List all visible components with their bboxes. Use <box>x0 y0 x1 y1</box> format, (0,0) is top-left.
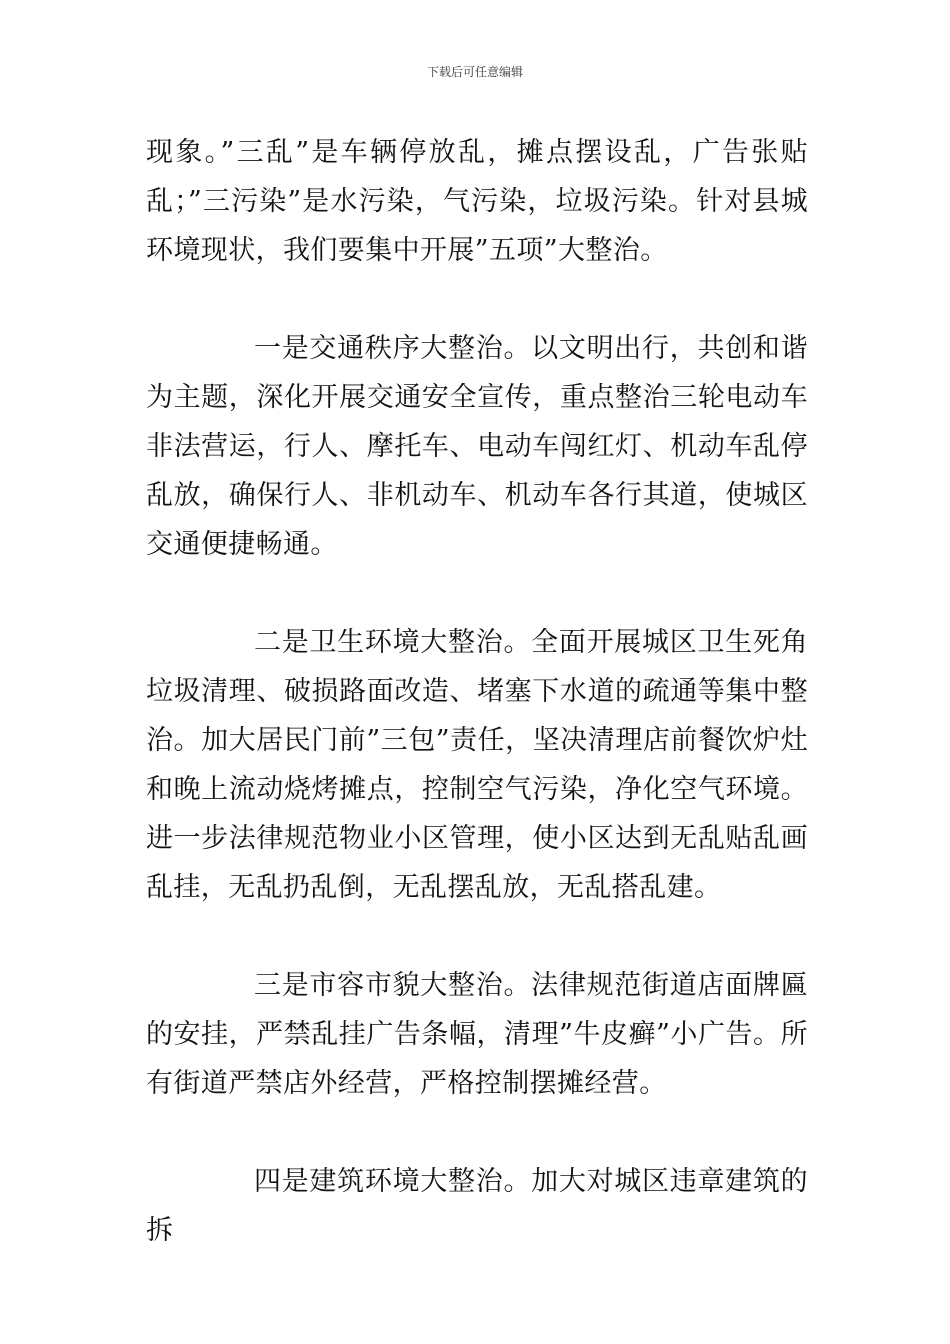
paragraph-construction: 四是建筑环境大整治。加大对城区违章建筑的拆 <box>146 1166 808 1246</box>
paragraph-intro: 现象。”三乱”是车辆停放乱，摊点摆设乱，广告张贴乱；”三污染”是水污染，气污染，垃圾污染。针对县城环境现状，我们要集中开展”五项”大整治。 <box>146 137 808 266</box>
paragraph-gap <box>146 1108 808 1157</box>
paragraph-cityscape: 三是市容市貌大整治。法律规范街道店面牌匾的安挂，严禁乱挂广告条幅，清理”牛皮癣”小广告。所有街道严禁店外经营，严格控制摆摊经营。 <box>146 970 808 1099</box>
page-header: 下载后可任意编辑 <box>426 65 523 79</box>
document-body <box>146 128 808 1255</box>
paragraph-sanitation: 二是卫生环境大整治。全面开展城区卫生死角垃圾清理、破损路面改造、堵塞下水道的疏通等集中整治。加大居民门前”三包”责任，坚决清理店前餐饮炉灶和晚上流动烧烤摊点，控制空气污染，净化空气环境。进一步法律规范物业小区管理，使小区达到无乱贴乱画乱挂，无乱扔乱倒，无乱摆乱放，无乱搭乱建。 <box>146 627 808 903</box>
paragraph-gap <box>146 275 808 324</box>
paragraph-gap <box>146 912 808 961</box>
paragraph-traffic: 一是交通秩序大整治。以文明出行，共创和谐为主题，深化开展交通安全宣传，重点整治三轮电动车非法营运，行人、摩托车、电动车闯红灯、机动车乱停乱放，确保行人、非机动车、机动车各行其道，使城区交通便捷畅通。 <box>146 333 808 560</box>
paragraph-gap <box>146 569 808 618</box>
